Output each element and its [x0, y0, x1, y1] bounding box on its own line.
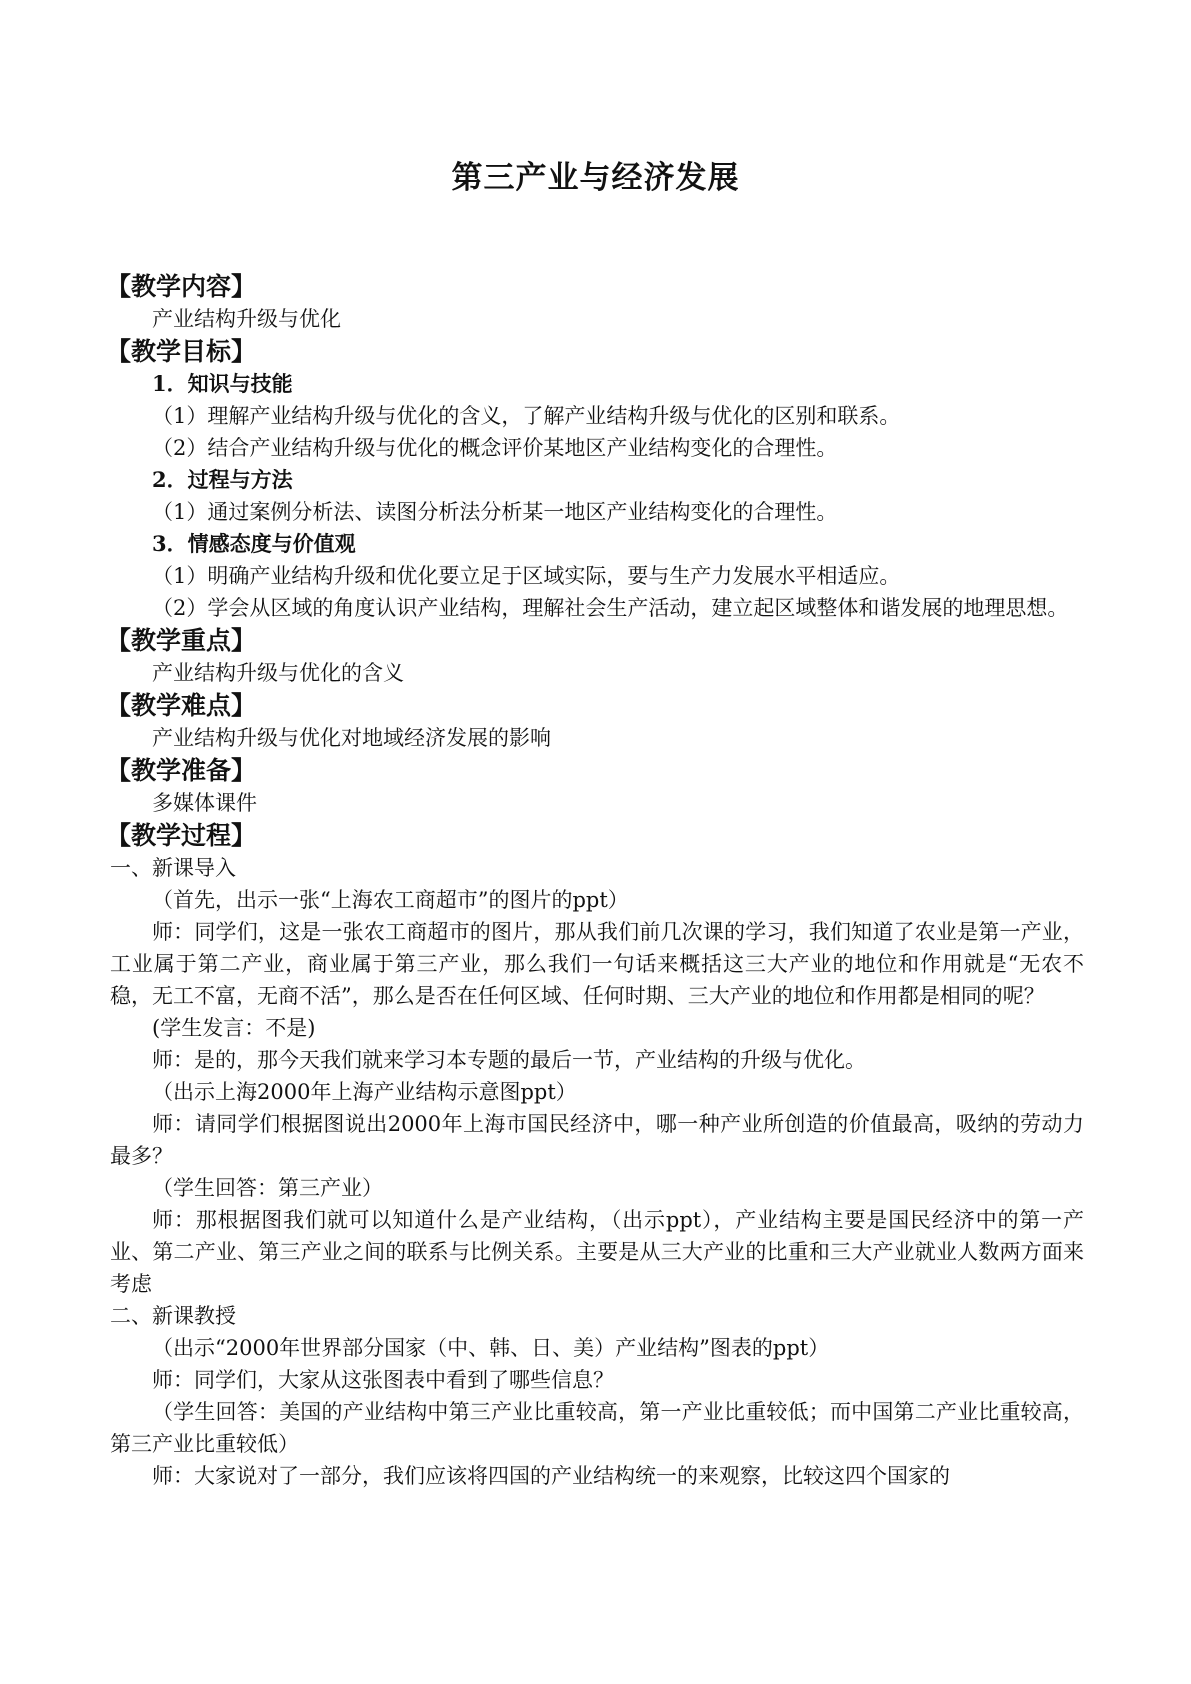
process-paragraph: （出示上海2000年上海产业结构示意图ppt） — [152, 1080, 577, 1104]
goal-item: （1）理解产业结构升级与优化的含义，了解产业结构升级与优化的区别和联系。 — [152, 404, 901, 428]
process-paragraph: 师：请同学们根据图说出2000年上海市国民经济中，哪一种产业所创造的价值最高，吸纳的劳动力最多？ — [110, 1112, 1084, 1168]
process-paragraph: （出示“2000年世界部分国家（中、韩、日、美）产业结构”图表的ppt） — [152, 1336, 830, 1360]
heading-teaching-goals: 【教学目标】 — [106, 337, 257, 366]
preparation-text: 多媒体课件 — [152, 791, 257, 815]
goal-item: （1）通过案例分析法、读图分析法分析某一地区产业结构变化的合理性。 — [152, 500, 838, 524]
heading-difficulties: 【教学难点】 — [106, 691, 257, 720]
heading-key-points: 【教学重点】 — [106, 626, 257, 655]
section-process — [106, 819, 1084, 1492]
teaching-content-text: 产业结构升级与优化 — [152, 307, 341, 331]
goal-item: （2）结合产业结构升级与优化的概念评价某地区产业结构变化的合理性。 — [152, 436, 838, 460]
goal-subheading-knowledge: 1．知识与技能 — [152, 371, 293, 396]
goal-item: （2）学会从区域的角度认识产业结构，理解社会生产活动，建立起区域整体和谐发展的地理思想。 — [152, 596, 1069, 620]
process-paragraph: （首先，出示一张“上海农工商超市”的图片的ppt） — [152, 888, 629, 912]
process-paragraph: 师：同学们，这是一张农工商超市的图片，那从我们前几次课的学习，我们知道了农业是第一产业，工业属于第二产业，商业属于第三产业，那么我们一句话来概括这三大产业的地位和作用就是“无农不稳，无工不富，无商不活”，那么是否在任何区域、任何时期、三大产业的地位和作用都是相同的呢？ — [110, 920, 1084, 1008]
process-part-new-lesson: 二、新课教授 — [110, 1304, 236, 1328]
section-content — [106, 270, 1084, 335]
section-goals — [106, 335, 1084, 624]
process-part-intro: 一、新课导入 — [110, 856, 236, 880]
key-points-text: 产业结构升级与优化的含义 — [152, 661, 404, 685]
section-preparation — [106, 754, 1084, 819]
process-paragraph: （学生回答：美国的产业结构中第三产业比重较高，第一产业比重较低；而中国第二产业比重较高，第三产业比重较低） — [110, 1400, 1084, 1456]
goal-subheading-process: 2．过程与方法 — [152, 467, 293, 492]
heading-process: 【教学过程】 — [106, 821, 257, 850]
process-paragraph: 师：同学们，大家从这张图表中看到了哪些信息？ — [152, 1368, 614, 1392]
difficulties-text: 产业结构升级与优化对地域经济发展的影响 — [152, 726, 551, 750]
document-title: 第三产业与经济发展 — [451, 160, 740, 196]
process-paragraph: 师：那根据图我们就可以知道什么是产业结构，（出示ppt），产业结构主要是国民经济中的第一产业、第二产业、第三产业之间的联系与比例关系。主要是从三大产业的比重和三大产业就业人数两方面来考虑 — [110, 1208, 1084, 1296]
heading-preparation: 【教学准备】 — [106, 756, 257, 785]
process-paragraph: （学生回答：第三产业） — [152, 1176, 383, 1200]
process-paragraph: 师：大家说对了一部分，我们应该将四国的产业结构统一的来观察，比较这四个国家的 — [152, 1464, 950, 1488]
document-body — [106, 270, 1084, 1492]
heading-teaching-content: 【教学内容】 — [106, 272, 257, 301]
section-key-points — [106, 624, 1084, 689]
process-paragraph: (学生发言：不是) — [152, 1016, 316, 1040]
goal-subheading-values: 3．情感态度与价值观 — [152, 531, 356, 556]
process-paragraph: 师：是的，那今天我们就来学习本专题的最后一节，产业结构的升级与优化。 — [152, 1048, 866, 1072]
goal-item: （1）明确产业结构升级和优化要立足于区域实际，要与生产力发展水平相适应。 — [152, 564, 901, 588]
section-difficulties — [106, 689, 1084, 754]
